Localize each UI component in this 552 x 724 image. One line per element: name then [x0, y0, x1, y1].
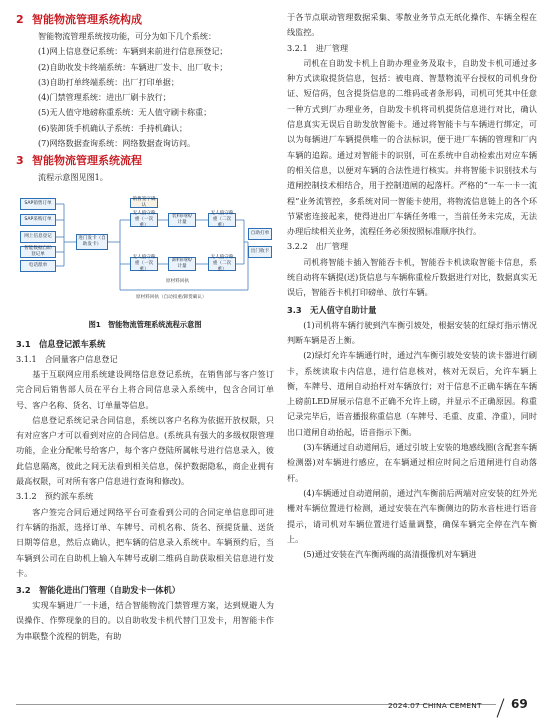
list-item: (6)装卸货手机确认子系统：手持机确认； — [38, 122, 188, 133]
section-2-heading — [16, 10, 274, 29]
section-2-intro: 智能物流管理系统按功能，可分为如下几个系统： — [38, 31, 217, 41]
paragraph: 实现车辆进厂一卡通，结合智能物流门禁管理方案，达到规避人为误操作、作弊现象的目的。以自助收发卡机代替门卫发卡，用智能卡作为串联整个流程的钥匙，有助 — [16, 600, 274, 641]
label-material-note: 原材料回执（自动扣重/卸货确认） — [136, 294, 207, 300]
box-unloading: 卸料回执/计量 — [168, 257, 196, 271]
box-gate-out: 出门收卡 — [248, 246, 272, 258]
flow-diagram — [16, 190, 274, 316]
box-weigh-second-inbound: 无人值守称重（二次重） — [208, 257, 236, 271]
list-item: (7)网络数据查询系统：网络数据查询访问。 — [38, 138, 196, 149]
list-item: (5)无人值守地磅称重系统：无人值守刷卡称重； — [38, 107, 212, 118]
box-weigh-second: 无人值守称重（二次重） — [208, 213, 236, 227]
footer-divider — [497, 698, 505, 717]
subsubsection-heading: 3.2.1 进厂管理 — [287, 42, 349, 53]
list-item: (4)门禁管理系统：进出厂刷卡放行； — [38, 92, 171, 103]
paragraph: (1)司机将车辆行驶到汽车衡引坡处，根据安装的红绿灯指示情况判断车辆是否上衡。 — [287, 319, 537, 345]
box-sales-signoff: 销售签字确认 — [130, 198, 158, 208]
list-item: (2)自助收发卡终端系统：车辆进厂发卡、出厂收卡； — [38, 61, 228, 72]
subsection-heading: 3.1 信息登记派车系统 — [16, 338, 106, 349]
paragraph: (5)通过安装在汽车衡两端的高清摄像机对车辆进 — [303, 549, 477, 560]
section-3-intro: 流程示意图见图1。 — [38, 172, 108, 183]
section-number: 2 — [16, 13, 24, 26]
paragraph: (3)车辆通过自动道闸后，通过引坡上安装的地感线圈(含配套车辆检测器)对车辆进行感应，在车辆通过相应时间之后道闸进行自动落杆。 — [287, 442, 537, 483]
paragraph: (4)车辆通过自动道闸前，通过汽车衡前后两端对应安装的红外光栅对车辆位置进行检测，通过安装在汽车衡侧边的防水音柱进行语音提示，请司机对车辆位置进行适量调整，确保车辆完全停在汽车衡上。 — [287, 487, 537, 544]
subsection-heading: 3.2 智能化进出门管理（自助发卡一体机） — [16, 585, 181, 596]
paragraph: 司机在自助发卡机上自助办理业务及取卡，自助发卡机可通过多种方式读取提货信息，包括：被电商、智慧物流平台授权的司机身份证、短信码，包含提货信息的二维码或者条形码，司机可凭其中任意一种方式到厂办理业务，自助发卡机将司机提货信息进行对比，确认信息真实无误后自助发放智能卡。通过将智能卡与车辆进行绑定，可以为每辆进厂车辆提供唯一的合法标识，便于进厂车辆的管理和厂内车辆的追踪。通过对智能卡的识别，可在系统中自动检索出对应车辆的相关信息，以便对车辆的合法性进行核实。并将智能卡识别技术与道闸控制技术相结合，用于控制道闸的起落杆。严格的“一车一卡一流程”业务流管控，多系统对同一智能卡使用，将物流信息链上的各个环节紧密连接起来，使得进出厂车辆任务唯一，当前任务未完成，无法办理后续相关业务，流程任务必须按照标准顺序执行。 — [287, 57, 537, 237]
paragraph: 于各节点联动管理数据采集、零散业务节点无纸化操作、车辆全程在线监控。 — [287, 12, 537, 38]
section-3-heading — [16, 151, 274, 170]
page-number: 69 — [511, 697, 528, 711]
subsubsection-heading: 3.1.2 预约派车系统 — [16, 491, 94, 502]
section-title: 智能物流管理系统流程 — [32, 154, 142, 168]
box-self-registration: 智能数据自助登记单 — [20, 246, 56, 258]
left-column — [16, 10, 274, 644]
right-column — [287, 10, 537, 562]
paragraph: 信息登记系统记录合同信息，系统以客户名称为依据开放权限，只有对应客户才可以看到对应的合同信息。(系统具有强大的多级权限管理功能，企业分配帐号给客户，每个客户登陆所属帐号进行信息录入，彼此信息隔离，彼此之间无法看到相关信息，保护数据隐私，商企业拥有最高权限，可对所有客户信息进行查询和修改)。 — [16, 414, 274, 487]
paragraph: 司机将智能卡插入智能吞卡机，智能吞卡机读取智能卡信息，系统自动将车辆提(送)货信息与车辆称重检斤数据进行对比，数据真实无误后，智能吞卡机打印磅单、放行车辆。 — [287, 256, 537, 298]
journal-issue: 2024.07 CHINA CEMENT — [388, 701, 482, 710]
subsection-heading: 3.3 无人值守自助计量 — [287, 304, 377, 315]
box-weigh-first: 无人值守称重（一次重） — [130, 213, 158, 227]
paragraph: (2)绿灯允许车辆通行时，通过汽车衡引坡处安装的读卡器进行刷卡，系统读取卡内信息，进行信息核对，核对无误后，允许车辆上衡，车牌号、道闸自动抬杆对车辆放行；对于信息不正确车辆在车辆上磅前LED屏展示信息不正确不允许上磅，并显示不正确原因。称重记录完毕后，语音播报称重信息（车牌号、毛重、皮重、净重），同时出口道闸自动抬起，语音指示下衡。 — [287, 350, 537, 437]
list-item: (3)自助打单终端系统：出厂打印单据； — [38, 76, 179, 87]
paragraph: 客户签完合同后通过网络平台可查看到公司的合同定单信息即可进行车辆的指派，选择订单、车牌号、司机名称、货名、预提货量、送货日期等信息，然后点确认，把车辆的信息录入系统中。车辆预约后，当车辆到公司在自助机上输入车牌号或刷二维码自助获取相关信息进行发卡。 — [16, 506, 274, 578]
box-sap-purchase-order: SAP采购订单 — [20, 214, 56, 226]
box-sap-sales-order: SAP销售订单 — [20, 198, 56, 210]
figure-caption: 图1 智能物流管理系统流程示意图 — [88, 319, 202, 329]
page-footer — [0, 698, 552, 724]
box-phone-dispatch: 电话派单 — [20, 260, 56, 272]
subsubsection-heading: 3.1.1 合同量客户信息登记 — [16, 353, 118, 364]
box-self-print: 自助打单 — [248, 228, 272, 240]
box-online-registration: 网上信息登记 — [20, 231, 56, 243]
box-loading: 装料回执/计量 — [168, 213, 196, 227]
list-item: (1)网上信息登记系统：车辆到来前进行信息预登记； — [38, 46, 228, 57]
section-title: 智能物流管理系统构成 — [32, 13, 142, 26]
label-material-receipt: 原材料回执 — [166, 278, 189, 284]
subsubsection-heading: 3.2.2 出厂管理 — [287, 241, 349, 252]
section-number: 3 — [16, 154, 24, 168]
box-gate-in-card: 进门发卡（自助发卡） — [76, 234, 108, 250]
box-weigh-first-inbound: 无人值守称重（一次重） — [130, 257, 158, 271]
paragraph: 基于互联网应用系统建设网络信息登记系统，在销售部与客户签订完合同后销售部人员在平台上将合同信息录入系统中，包含合同订单号、客户名称、货名、订单量等信息。 — [16, 368, 274, 410]
